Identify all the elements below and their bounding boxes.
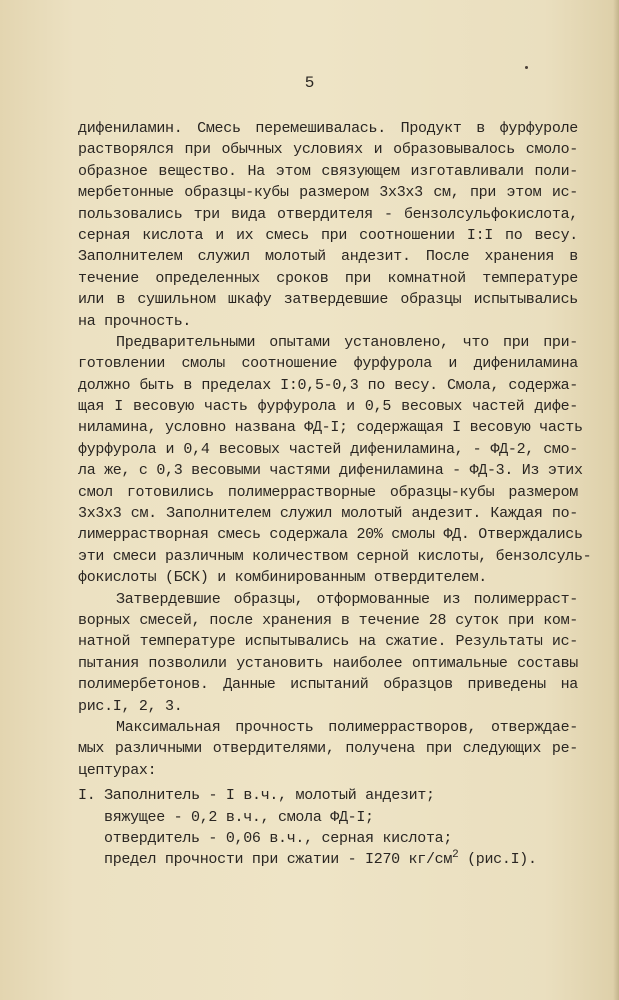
text-line: Затвердевшие образцы, отформованные из полимерраст-: [116, 590, 578, 608]
strength-text: предел прочности при сжатии - I270 кг/см: [104, 851, 453, 869]
ink-speck: [525, 66, 528, 69]
text-line: должно быть в пределах I:0,5-0,3 по весу. Смола, содержа-: [78, 376, 578, 394]
text-line: серная кислота и их смесь при соотношении I:I по весу.: [78, 226, 578, 244]
body-text: [78, 118, 592, 871]
text-line: рис.I, 2, 3.: [78, 697, 183, 715]
text-line: щая I весовую часть фурфурола и 0,5 весовых частей дифе-: [78, 398, 578, 416]
text-line: Максимальная прочность полимеррастворов, отверждае-: [116, 718, 578, 736]
text-line: на прочность.: [78, 312, 192, 330]
text-line: образное вещество. На этом связующем изготавливали поли-: [78, 162, 578, 180]
strength-exponent: 2: [452, 849, 459, 862]
text-line: готовлении смолы соотношение фурфурола и дифениламина: [78, 355, 578, 373]
text-line: или в сушильном шкафу затвердевшие образцы испытывались: [78, 291, 578, 309]
text-line: смол готовились полимеррастворные образцы-кубы размером: [78, 483, 578, 501]
text-line: Предварительными опытами установлено, что при при-: [116, 333, 578, 351]
text-line: мых различными отвердителями, получена при следующих ре-: [78, 740, 578, 758]
text-line: фокислоты (БСК) и комбинированным отвердителем.: [78, 569, 487, 587]
text-line: пытания позволили установить наиболее оптимальные составы: [78, 654, 578, 672]
text-line: эти смеси различным количеством серной кислоты, бензолсуль-: [78, 547, 592, 565]
text-line: дифениламин. Смесь перемешивалась. Продукт в фурфуроле: [78, 120, 578, 137]
text-line: Заполнителем служил молотый андезит. После хранения в: [78, 248, 578, 266]
strength-ref: (рис.I).: [458, 851, 537, 869]
recipe-binder: вяжущее - 0,2 в.ч., смола ФД-I;: [104, 808, 374, 826]
text-line: 3х3х3 см. Заполнителем служил молотый андезит. Каждая по-: [78, 505, 578, 523]
text-line: течение определенных сроков при комнатной температуре: [78, 269, 578, 287]
text-line: натной температуре испытывались на сжатие. Результаты ис-: [78, 633, 578, 651]
recipe-item-1: I. Заполнитель - I в.ч., молотый андезит;: [78, 787, 435, 805]
text-line: цептурах:: [78, 761, 157, 779]
text-line: пользовались три вида отвердителя - бензолсульфокислота,: [78, 205, 578, 223]
text-line: полимербетонов. Данные испытаний образцов приведены на: [78, 676, 578, 694]
recipe-hardener: отвердитель - 0,06 в.ч., серная кислота;: [104, 829, 453, 847]
text-line: ниламина, условно названа ФД-I; содержащая I весовую часть: [78, 419, 583, 437]
page-number: 5: [304, 74, 315, 92]
text-line: мербетонные образцы-кубы размером 3х3х3 см, при этом ис-: [78, 184, 578, 202]
page-edge-shadow: [613, 0, 619, 1000]
text-line: ла же, с 0,3 весовыми частями дифениламина - ФД-3. Из этих: [78, 462, 583, 480]
text-line: лимеррастворная смесь содержала 20% смолы ФД. Отверждались: [78, 526, 583, 544]
text-line: фурфурола и 0,4 весовых частей дифениламина, - ФД-2, смо-: [78, 440, 578, 458]
text-line: ворных смесей, после хранения в течение 28 суток при ком-: [78, 611, 578, 629]
recipe-strength: [78, 849, 578, 870]
text-line: растворялся при обычных условиях и образовывалось смоло-: [78, 141, 578, 159]
